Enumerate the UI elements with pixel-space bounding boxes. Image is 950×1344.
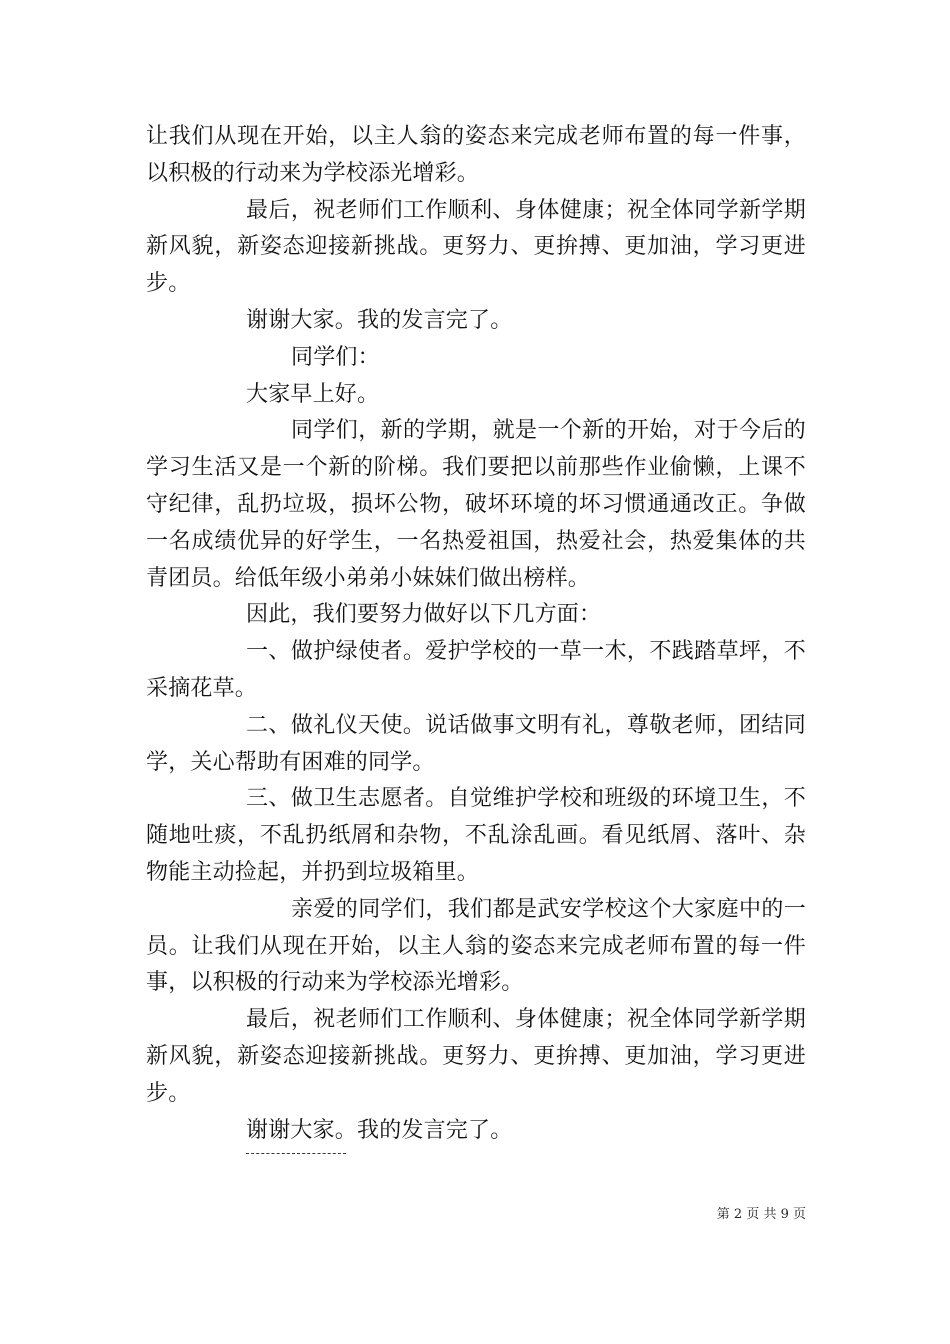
salutation: 同学们： xyxy=(291,344,380,370)
paragraph: 因此，我们要努力做好以下几方面： xyxy=(246,602,602,628)
paragraph: 同学们，新的学期，就是一个新的开始，对于今后的学习生活又是一个新的阶梯。我们要把以前那些作业偷懒，上课不守纪律，乱扔垃圾，损坏公物，破坏环境的坏习惯通通改正。争做一名成绩优异的好学生，一名热爱祖国，热爱社会，热爱集体的共青团员。给低年级小弟弟小妹妹们做出榜样。 xyxy=(146,418,806,591)
list-item: 三、做卫生志愿者。自觉维护学校和班级的环境卫生，不随地吐痰，不乱扔纸屑和杂物，不乱涂乱画。看见纸屑、落叶、杂物能主动捡起，并扔到垃圾箱里。 xyxy=(146,786,806,885)
paragraph: 亲爱的同学们，我们都是武安学校这个大家庭中的一员。让我们从现在开始，以主人翁的姿态来完成老师布置的每一件事，以积极的行动来为学校添光增彩。 xyxy=(146,896,806,996)
paragraph: 谢谢大家。我的发言完了。 xyxy=(246,1117,513,1143)
list-item: 二、做礼仪天使。说话做事文明有礼，尊敬老师，团结同学，关心帮助有困难的同学。 xyxy=(146,712,806,775)
paragraph: 让我们从现在开始，以主人翁的姿态来完成老师布置的每一件事，以积极的行动来为学校添光增彩。 xyxy=(146,124,806,186)
paragraph: 最后，祝老师们工作顺利、身体健康；祝全体同学新学期新风貌，新姿态迎接新挑战。更努力、更拚搏、更加油，学习更进步。 xyxy=(146,197,806,297)
page-number: 第 2 页 共 9 页 xyxy=(716,1207,806,1222)
dashed-separator xyxy=(246,1153,346,1154)
list-item: 一、做护绿使者。爱护学校的一草一木，不践踏草坪，不采摘花草。 xyxy=(146,639,806,701)
paragraph: 最后，祝老师们工作顺利、身体健康；祝全体同学新学期新风貌，新姿态迎接新挑战。更努力、更拚搏、更加油，学习更进步。 xyxy=(146,1007,806,1106)
document-body xyxy=(146,119,806,1154)
paragraph: 谢谢大家。我的发言完了。 xyxy=(246,307,513,333)
greeting: 大家早上好。 xyxy=(246,381,380,407)
